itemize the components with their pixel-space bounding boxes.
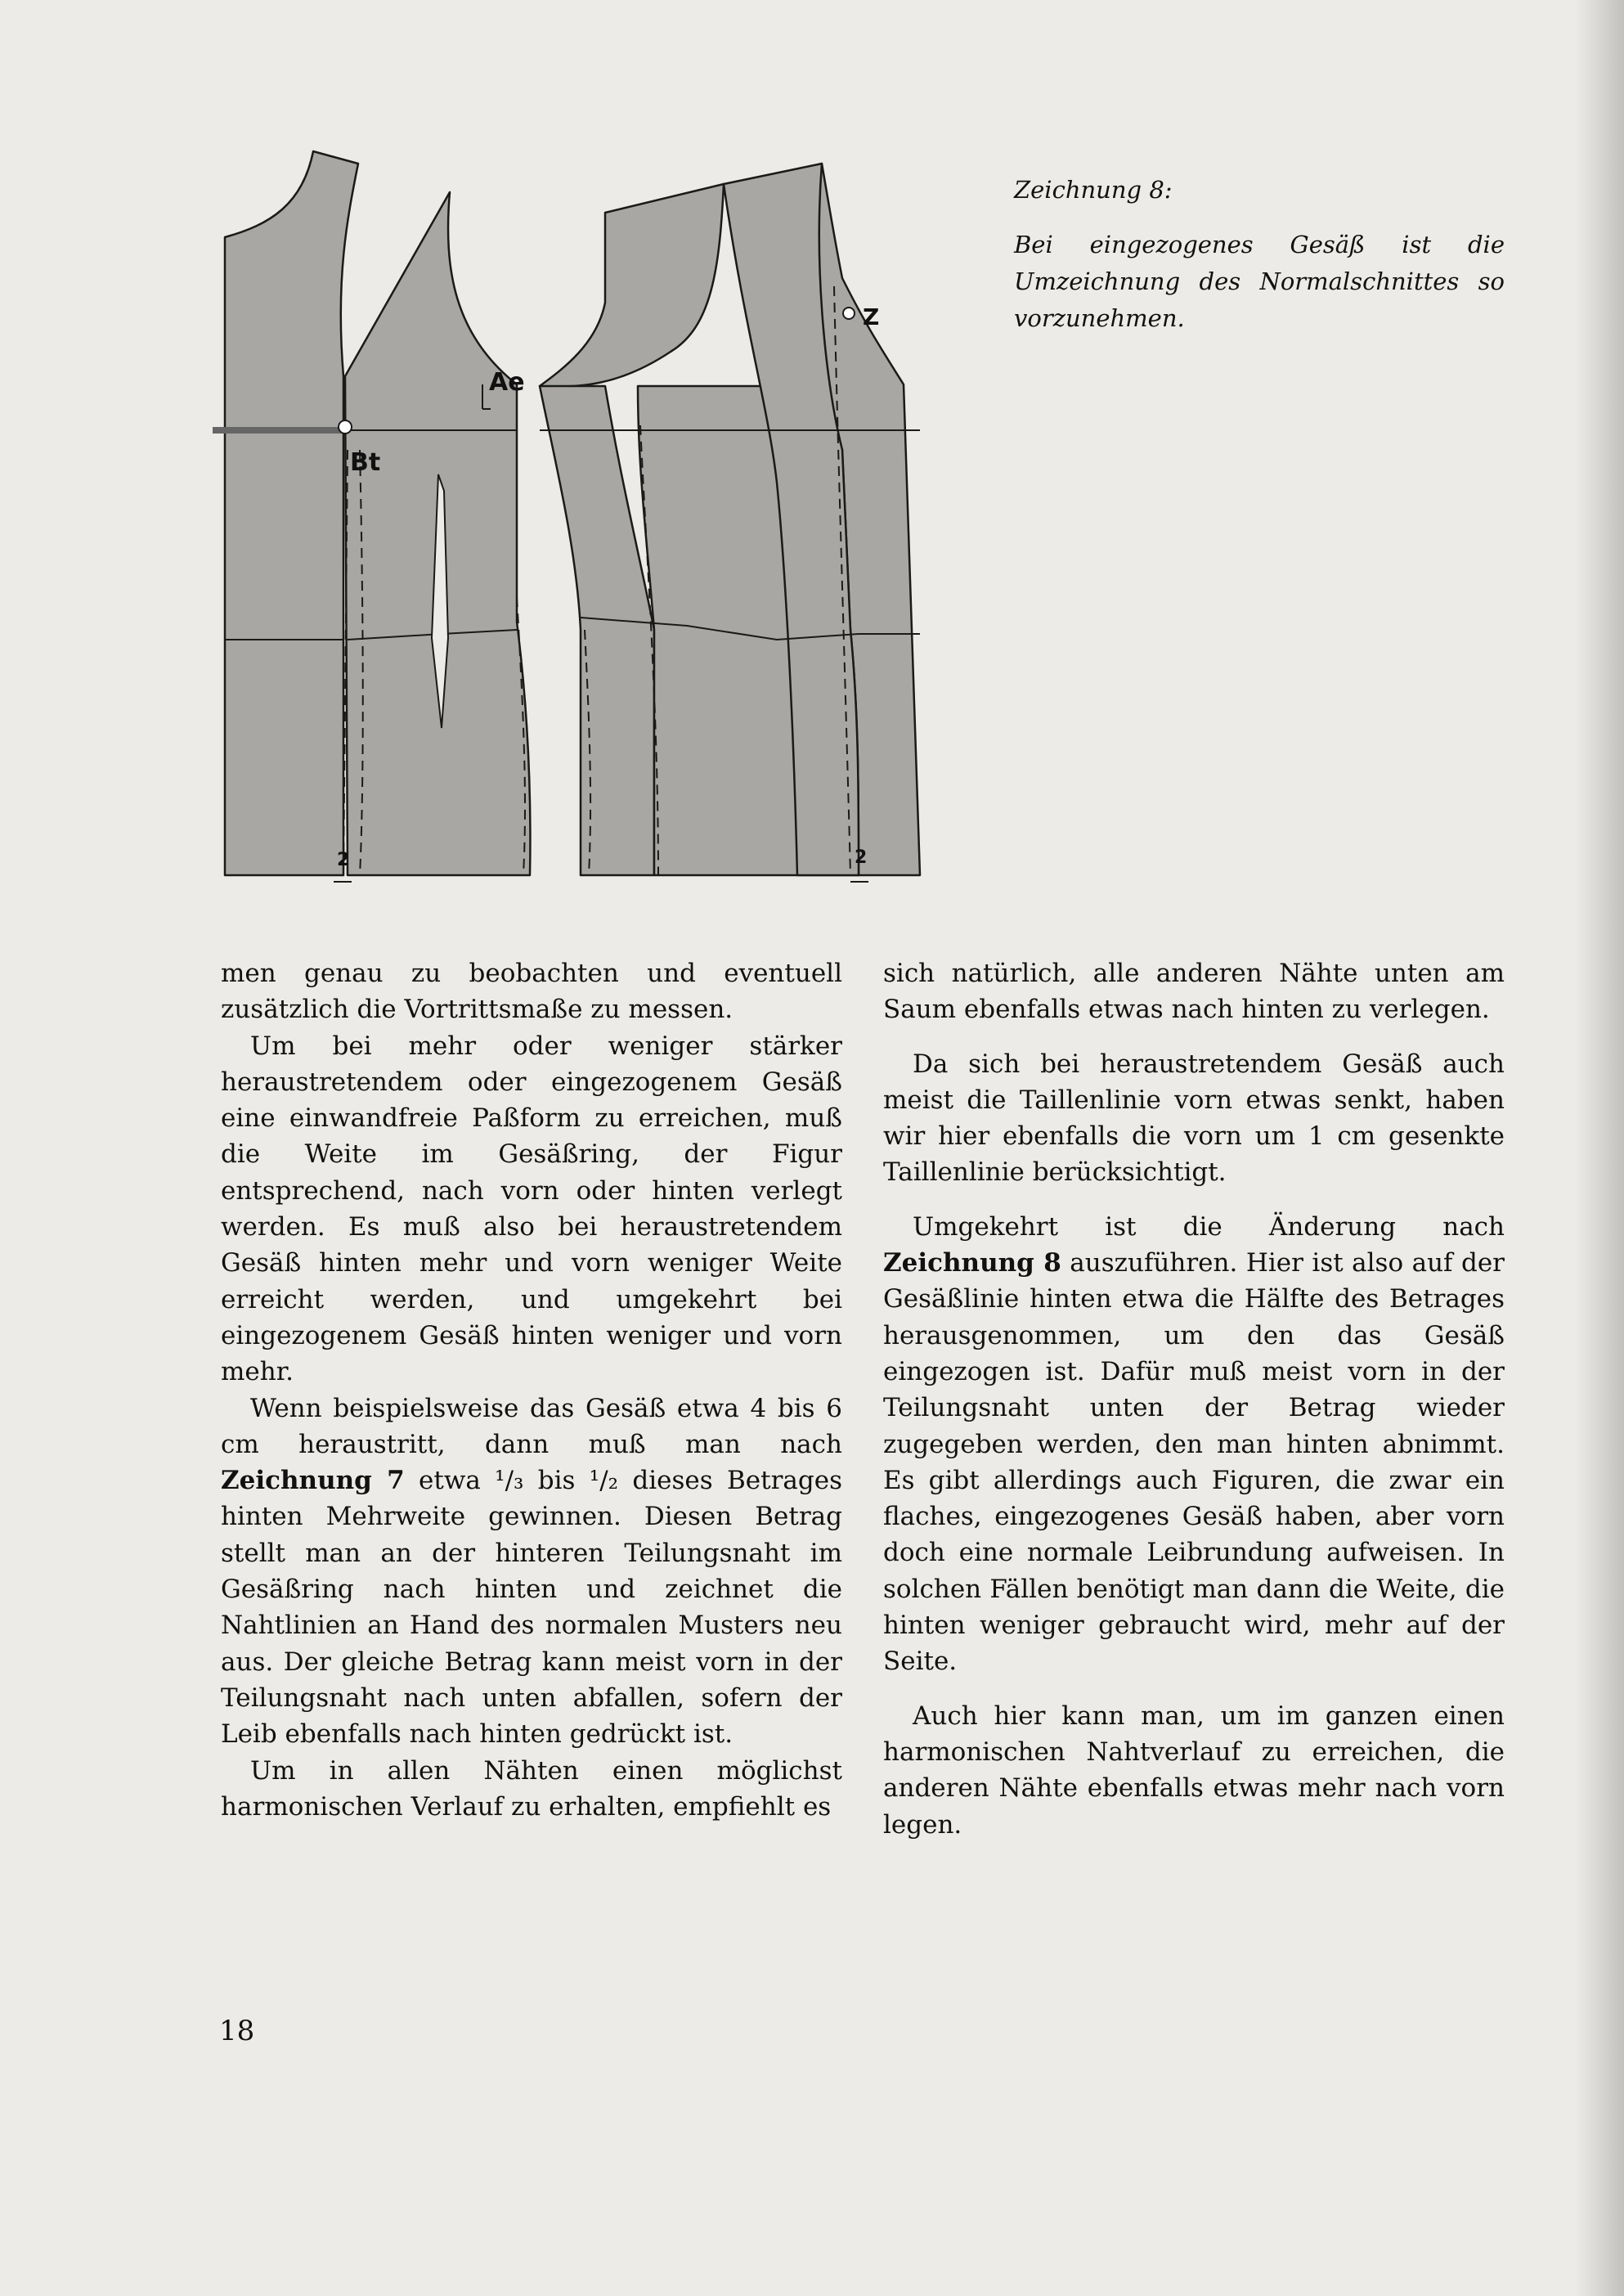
z-point <box>843 308 855 319</box>
right-paragraph-2: Da sich bei heraustretendem Gesäß auch meist die Taillenlinie vorn etwas senkt, haben wir hier ebenfalls die vorn um 1 cm gesenkte Taillenlinie berücksichtigt. <box>883 1049 1505 1188</box>
left-p3-bold: Zeichnung 7 <box>221 1466 405 1496</box>
front-panel-a <box>225 151 358 875</box>
page-edge-shadow <box>1575 0 1624 2296</box>
right-column <box>883 955 1505 1843</box>
bt-point <box>339 420 352 434</box>
left-column <box>221 955 842 1825</box>
right-paragraph-4: Auch hier kann man, um im ganzen einen harmonischen Nahtverlauf zu erreichen, die anderen Nähte ebenfalls etwas mehr nach vorn legen. <box>883 1701 1505 1840</box>
label-bt: Bt <box>350 448 381 477</box>
right-paragraph-3 <box>883 1209 1505 1680</box>
label-two-right: 2 <box>855 847 868 868</box>
left-p3-after: etwa ¹/₃ bis ¹/₂ dieses Betrages hinten Mehrweite gewinnen. Diesen Betrag stellt man an der hinteren Teilungsnaht im Gesäßring nach hinten und zeichnet die Nahtlinien an Hand des normalen Musters neu aus. Der gleiche Betrag kann meist vorn in der Teilungsnaht nach unten abfallen, sofern der Leib ebenfalls nach hinten gedrückt ist. <box>221 1466 843 1750</box>
left-paragraph-4: Um in allen Nähten einen möglichst harmonischen Verlauf zu erhalten, empfiehlt es <box>221 1755 842 1822</box>
caption-title: Zeichnung 8: <box>1014 176 1173 204</box>
caption-text: Bei eingezogenes Gesäß ist die Umzeichnung des Normalschnittes so vorzunehmen. <box>1014 231 1505 332</box>
label-z: Z <box>863 303 880 330</box>
right-paragraph-1: sich natürlich, alle anderen Nähte unten am Saum ebenfalls etwas nach hinten zu verlegen. <box>883 959 1505 1025</box>
right-p3-bold: Zeichnung 8 <box>883 1248 1061 1278</box>
hatched-marking <box>213 427 343 434</box>
left-paragraph-2: Um bei mehr oder weniger stärker heraustretendem oder eingezogenem Gesäß eine einwandfreie Paßform zu erreichen, muß die Weite im Gesäßring, der Figur entsprechend, nach vorn oder hinten verlegt werden. Es muß also bei heraustretendem Gesäß hinten mehr und vorn weniger Weite erreicht werden, und umgekehrt bei eingezogenem Gesäß hinten weniger und vorn mehr. <box>221 1031 842 1387</box>
label-two-left: 2 <box>337 850 350 870</box>
figure-caption <box>1014 172 1505 337</box>
page-number: 18 <box>219 2015 255 2047</box>
label-ae: Ae <box>489 368 525 397</box>
pattern-drawing <box>213 139 973 892</box>
pattern-drawing-svg <box>213 139 973 892</box>
right-p3-before: Umgekehrt ist die Änderung nach <box>913 1211 1505 1242</box>
left-paragraph-1: men genau zu beobachten und eventuell zusätzlich die Vortrittsmaße zu messen. <box>221 959 842 1025</box>
left-p3-before: Wenn beispielsweise das Gesäß etwa 4 bis 6 cm heraustritt, dann muß man nach <box>221 1393 842 1459</box>
left-paragraph-3 <box>221 1391 842 1753</box>
right-p3-after: auszuführen. Hier ist also auf der Gesäßlinie hinten etwa die Hälfte des Betrages herausgenommen, um den das Gesäß eingezogen ist. Dafür muß meist vorn in der Teilungsnaht unten der Betrag wieder zugegeben werden, den man hinten abnimmt. Es gibt allerdings auch Figuren, die zwar ein flaches, eingezogenes Gesäß haben, aber vorn doch eine normale Leibrundung aufweisen. In solchen Fällen benötigt man dann die Weite, die hinten weniger gebraucht wird, mehr auf der Seite. <box>883 1248 1505 1677</box>
